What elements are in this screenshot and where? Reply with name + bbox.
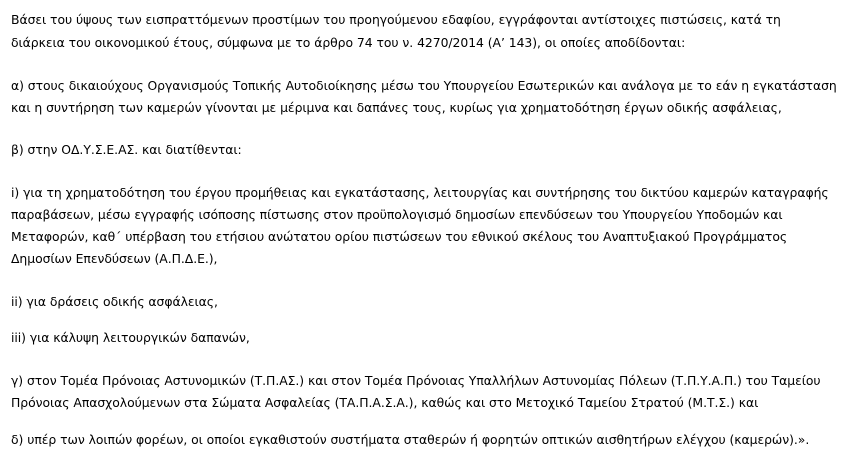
text-line: Πρόνοιας Απασχολούμενων στα Σώματα Ασφαλείας (ΤΑ.Π.Α.Σ.Α.), καθώς και στο Μετοχικό Ταμείου Στρατού (Μ.Τ.Σ.) και	[11, 395, 759, 410]
text-line: ii) για δράσεις οδικής ασφάλειας,	[11, 294, 218, 309]
text-line: Βάσει του ύψους των εισπραττόμενων προστίμων του προηγούμενου εδαφίου, εγγράφονται αντίστοιχες πιστώσεις, κατά τη	[11, 12, 781, 27]
text-line: α) στους δικαιούχους Οργανισμούς Τοπικής Αυτοδιοίκησης μέσω του Υπουργείου Εσωτερικών και ανάλογα με το εάν η εγκατάσταση	[11, 78, 837, 93]
text-line: και η συντήρηση των καμερών γίνονται με μέριμνα και δαπάνες τους, κυρίως για χρηματοδότηση έργων οδικής ασφάλειας,	[11, 100, 782, 115]
text-line: β) στην ΟΔ.Υ.Σ.Ε.ΑΣ. και διατίθενται:	[11, 142, 242, 157]
text-line: i) για τη χρηματοδότηση του έργου προμήθειας και εγκατάστασης, λειτουργίας και συντήρησης του δικτύου καμερών καταγραφής	[11, 185, 829, 200]
text-line: παραβάσεων, μέσω εγγραφής ισόποσης πίστωσης στον προϋπολογισμό δημοσίων επενδύσεων του Υπουργείου Υποδομών και	[11, 207, 783, 222]
text-line: Μεταφορών, καθ΄ υπέρβαση του ετήσιου ανώτατου ορίου πιστώσεων του εθνικού σκέλους του Αναπτυξιακού Προγράμματος	[11, 229, 788, 244]
text-line: Δημοσίων Επενδύσεων (Α.Π.Δ.Ε.),	[11, 251, 218, 266]
text-line: iii) για κάλυψη λειτουργικών δαπανών,	[11, 330, 250, 345]
text-line: διάρκεια του οικονομικού έτους, σύμφωνα με το άρθρο 74 του ν. 4270/2014 (Α’ 143), οι οποίες αποδίδονται:	[11, 35, 686, 50]
text-line: δ) υπέρ των λοιπών φορέων, οι οποίοι εγκαθιστούν συστήματα σταθερών ή φορητών οπτικών αισθητήρων ελέγχου (καμερών).».	[11, 432, 810, 447]
text-line: γ) στον Τομέα Πρόνοιας Αστυνομικών (Τ.Π.ΑΣ.) και στον Τομέα Πρόνοιας Υπαλλήλων Αστυνομίας Πόλεων (Τ.Π.Υ.Α.Π.) του Ταμείου	[11, 373, 821, 388]
